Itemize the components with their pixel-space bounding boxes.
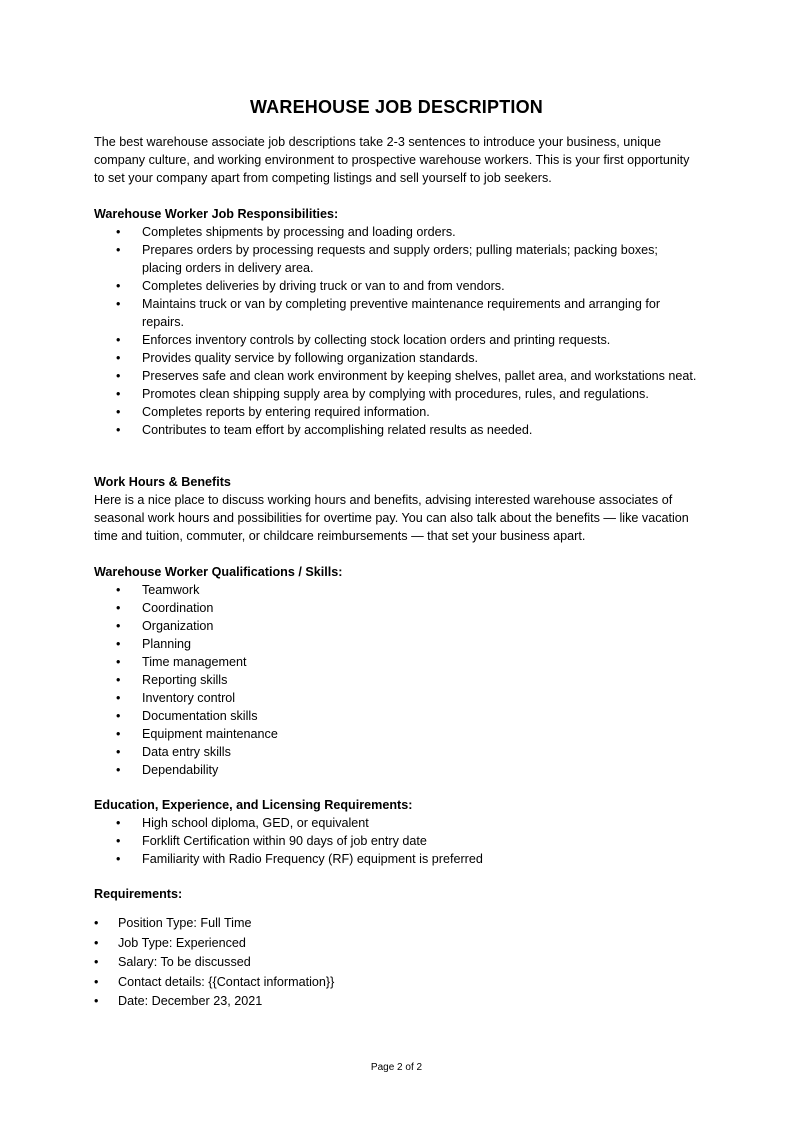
bullet-icon: • bbox=[116, 834, 121, 848]
requirements-heading: Requirements: bbox=[94, 887, 183, 901]
list-item: • Inventory control bbox=[116, 691, 236, 705]
bullet-icon: • bbox=[116, 673, 121, 687]
bullet-icon: • bbox=[116, 745, 121, 759]
education-heading: Education, Experience, and Licensing Requirements: bbox=[94, 798, 413, 812]
bullet-icon: • bbox=[116, 333, 121, 347]
bullet-icon: • bbox=[116, 225, 121, 239]
work-hours-heading: Work Hours & Benefits bbox=[94, 475, 231, 489]
list-item: • Job Type: Experienced bbox=[94, 934, 694, 954]
bullet-icon: • bbox=[116, 279, 121, 293]
bullet-icon: • bbox=[116, 727, 121, 741]
list-item: • Planning bbox=[116, 637, 192, 651]
bullet-icon: • bbox=[116, 709, 121, 723]
bullet-icon: • bbox=[116, 619, 121, 633]
list-item: • Equipment maintenance bbox=[116, 727, 278, 741]
list-item: • Teamwork bbox=[116, 583, 200, 597]
list-item: • Completes shipments by processing and loading orders. bbox=[116, 225, 456, 239]
bullet-icon: • bbox=[116, 691, 121, 705]
list-item: • Salary: To be discussed bbox=[94, 953, 694, 973]
requirements-list bbox=[94, 914, 694, 1012]
bullet-icon: • bbox=[116, 601, 121, 615]
list-item: • Familiarity with Radio Frequency (RF) equipment is preferred bbox=[116, 852, 483, 866]
list-item: • Preserves safe and clean work environment by keeping shelves, pallet area, and workstations neat. bbox=[116, 369, 697, 383]
responsibilities-list bbox=[94, 223, 700, 439]
list-item: • Reporting skills bbox=[116, 673, 228, 687]
bullet-icon: • bbox=[94, 935, 99, 950]
page-title: WAREHOUSE JOB DESCRIPTION bbox=[249, 97, 544, 117]
education-list bbox=[94, 814, 700, 868]
list-item: • High school diploma, GED, or equivalent bbox=[116, 816, 369, 830]
list-item: • Prepares orders by processing requests and supply orders; pulling materials; packing boxes; placing orders in delivery area. bbox=[116, 243, 658, 275]
list-item: • Contact details: {{Contact information}} bbox=[94, 973, 694, 993]
qualifications-list bbox=[94, 581, 700, 779]
bullet-icon: • bbox=[116, 243, 121, 257]
intro-paragraph: The best warehouse associate job descriptions take 2-3 sentences to introduce your business, unique company culture, and working environment to prospective warehouse workers. This is your first opportunity to set your company apart from competing listings and sell yourself to job seekers. bbox=[94, 135, 690, 185]
bullet-icon: • bbox=[116, 583, 121, 597]
list-item: • Contributes to team effort by accomplishing related results as needed. bbox=[116, 423, 533, 437]
list-item: • Coordination bbox=[116, 601, 214, 615]
list-item: • Enforces inventory controls by collecting stock location orders and printing requests. bbox=[116, 333, 611, 347]
bullet-icon: • bbox=[94, 974, 99, 989]
list-item: • Position Type: Full Time bbox=[94, 914, 694, 934]
bullet-icon: • bbox=[116, 351, 121, 365]
bullet-icon: • bbox=[116, 655, 121, 669]
list-item: • Provides quality service by following organization standards. bbox=[116, 351, 479, 365]
bullet-icon: • bbox=[116, 763, 121, 777]
bullet-icon: • bbox=[116, 852, 121, 866]
list-item: • Promotes clean shipping supply area by complying with procedures, rules, and regulations. bbox=[116, 387, 649, 401]
list-item: • Organization bbox=[116, 619, 214, 633]
bullet-icon: • bbox=[116, 816, 121, 830]
list-item: • Documentation skills bbox=[116, 709, 258, 723]
list-item: • Completes deliveries by driving truck or van to and from vendors. bbox=[116, 279, 505, 293]
work-hours-paragraph: Here is a nice place to discuss working hours and benefits, advising interested warehouse associates of seasonal work hours and possibilities for overtime pay. You can also talk about the benefits — like vacation time and tuition, commuter, or childcare reimbursements — that set your business apart. bbox=[94, 493, 689, 543]
list-item: • Dependability bbox=[116, 763, 219, 777]
responsibilities-heading: Warehouse Worker Job Responsibilities: bbox=[94, 207, 339, 221]
bullet-icon: • bbox=[94, 994, 99, 1008]
bullet-icon: • bbox=[94, 916, 99, 930]
page-number-footer: Page 2 of 2 bbox=[370, 1062, 423, 1073]
bullet-icon: • bbox=[116, 297, 121, 311]
bullet-icon: • bbox=[116, 423, 121, 437]
bullet-icon: • bbox=[94, 955, 99, 969]
list-item: • Forklift Certification within 90 days of job entry date bbox=[116, 834, 427, 848]
list-item: • Time management bbox=[116, 655, 247, 669]
bullet-icon: • bbox=[116, 637, 121, 651]
list-item: • Date: December 23, 2021 bbox=[94, 992, 694, 1012]
bullet-icon: • bbox=[116, 387, 121, 401]
bullet-icon: • bbox=[116, 369, 121, 383]
bullet-icon: • bbox=[116, 405, 121, 419]
list-item: • Data entry skills bbox=[116, 745, 231, 759]
list-item: • Completes reports by entering required information. bbox=[116, 405, 430, 419]
list-item: • Maintains truck or van by completing preventive maintenance requirements and arranging for repairs. bbox=[116, 297, 661, 329]
qualifications-heading: Warehouse Worker Qualifications / Skills: bbox=[94, 565, 343, 579]
